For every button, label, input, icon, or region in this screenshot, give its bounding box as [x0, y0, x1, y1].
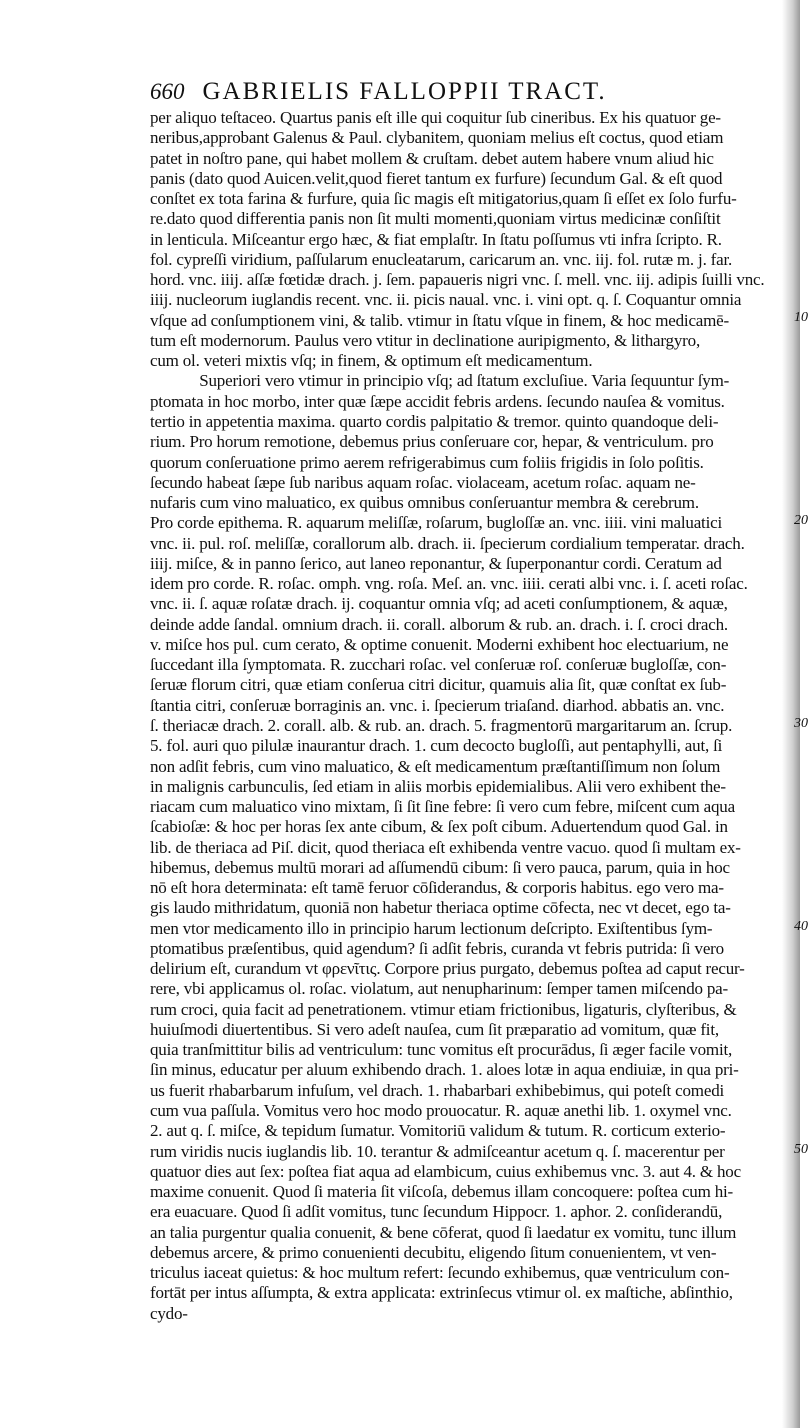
page-number: 660 [150, 79, 185, 104]
book-page [150, 78, 808, 1324]
text-line: fol. cypreſſi viridium, paſſularum enucleatarum, caricarum an. vnc. iij. fol. rutæ m. j. far. [150, 249, 733, 269]
text-line: non adſit febris, cum vino maluatico, & eſt medicamentum præſtantiſſimum non ſolum [150, 756, 721, 776]
text-line: vnc. ii. pul. roſ. meliſſæ, corallorum alb. drach. ii. ſpecierum cordialium temperatar. drach. [150, 533, 745, 553]
text-line: per aliquo teſtaceo. Quartus panis eſt ille qui coquitur ſub cineribus. Ex his quatuor ge- [150, 108, 721, 127]
text-line: an talia purgentur qualia conuenit, & bene cōferat, quod ſi laedatur ex vomitu, tunc illum [150, 1222, 737, 1242]
text-line: fortāt per intus aſſumpta, & extra applicata: extrinſecus vtimur ol. ex maſtiche, abſinthio, [150, 1283, 733, 1303]
text-line: iiij. nucleorum iuglandis recent. vnc. ii. picis naual. vnc. i. vini opt. q. ſ. Coquantur omnia [150, 290, 742, 310]
text-line: era euacuare. Quod ſi adſit vomitus, tunc ſecundum Hippocr. 1. aphor. 2. conſiderandū, [150, 1202, 723, 1222]
text-line: hibemus, debemus multū morari ad aſſumendū cibum: ſi vero pauca, parum, quia in hoc [150, 857, 730, 877]
text-line: Superiori vero vtimur in principio vſq; ad ſtatum excluſiue. Varia ſequuntur ſym- [199, 371, 730, 391]
text-line: ſin minus, educatur per aluum exhibendo drach. 1. aloes lotæ in aqua endiuiæ, in qua pri- [150, 1060, 739, 1080]
margin-line-number: 50 [794, 1142, 808, 1157]
margin-line-number: 10 [794, 310, 808, 325]
text-line: iiij. miſce, & in panno ſerico, aut laneo reponantur, & ſuperponantur cordi. Ceratum ad [150, 553, 722, 573]
text-line: ſ. theriacæ drach. 2. corall. alb. & rub. an. drach. 5. fragmentorū margaritarum an. ſcrup. [150, 715, 733, 735]
text-line: deinde adde ſandal. omnium drach. ii. corall. alborum & rub. an. drach. i. ſ. croci drach. [150, 614, 728, 634]
text-line: rium. Pro horum remotione, debemus prius conſeruare cor, hepar, & ventriculum. pro [150, 432, 714, 452]
text-line: ptomata in hoc morbo, inter quæ ſæpe accidit febris ardens. ſecundo nauſea & vomitus. [150, 391, 725, 411]
text-line: 2. aut q. ſ. miſce, & tepidum ſumatur. Vomitoriū validum & tutum. R. corticum exterio- [150, 1121, 726, 1141]
text-line: in lenticula. Miſceantur ergo hæc, & fiat emplaſtr. In ſtatu poſſumus vti infra ſcripto. R. [150, 229, 722, 249]
text-line: 5. fol. auri quo pilulæ inaurantur drach. 1. cum decocto bugloſſi, aut pentaphylli, aut, ſi [150, 736, 723, 756]
text-line: patet in noſtro pane, qui habet mollem & cruſtam. debet autem habere vnum aliud hic [150, 148, 714, 168]
text-line: Pro corde epithema. R. aquarum meliſſæ, roſarum, bugloſſæ an. vnc. iiii. vini maluatici [150, 513, 723, 533]
text-line: neribus,approbant Galenus & Paul. clybanitem, quoniam melius eſt coctus, quod etiam [150, 128, 724, 148]
text-line: men vtor medicamento illo in principio harum lectionum deſcripto. Exiſtentibus ſym- [150, 918, 713, 938]
text-line: v. miſce hos pul. cum cerato, & optime conuenit. Moderni exhibent hoc electuarium, ne [150, 634, 729, 654]
text-line: rere, vbi applicamus ol. roſac. violatum, aut nenupharinum: ſemper tamen miſcendo pa- [150, 979, 728, 999]
running-title: GABRIELIS FALLOPPII TRACT. [202, 78, 607, 105]
text-line: delirium eſt, curandum vt φρενῖτις. Corpore prius purgato, debemus poſtea ad caput recur- [150, 959, 745, 979]
text-line: maxime conuenit. Quod ſi materia ſit viſcoſa, debemus illam concoquere: poſtea cum hi- [150, 1182, 734, 1202]
text-line: hord. vnc. iiij. aſſæ fœtidæ drach. j. ſem. papaueris nigri vnc. ſ. mell. vnc. iij. adipis ſuilli vnc. [150, 270, 765, 290]
text-line: lib. de theriaca ad Piſ. dicit, quod theriaca eſt exhibenda ventre vacuo. quod ſi multam ex- [150, 837, 741, 857]
text-line: ptomatibus præſentibus, quid agendum? ſi adſit febris, curanda vt febris putrida: ſi vero [150, 938, 724, 958]
text-line: quorum conſeruatione primo aerem refrigerabimus cum foliis frigidis in ſolo poſitis. [150, 452, 704, 472]
text-line: cydo- [150, 1303, 188, 1323]
text-line: debemus arcere, & primo conuenienti decubitu, eligendo ſitum conuenientem, vt ven- [150, 1242, 717, 1262]
margin-line-number: 40 [794, 919, 808, 934]
text-line: rum croci, quia facit ad penetrationem. vtimur etiam frictionibus, ligaturis, clyſteribus, & [150, 999, 737, 1019]
text-line: ſtantia citri, conſeruæ borraginis an. vnc. i. ſpecierum triaſand. diarhod. abbatis an. vnc. [150, 695, 725, 715]
text-line: cum vua paſſula. Vomitus vero hoc modo prouocatur. R. aquæ anethi lib. 1. oxymel vnc. [150, 1101, 732, 1121]
text-line: conſtet ex tota farina & furfure, quia ſic magis eſt mitigatorius,quam ſi eſſet ex ſolo furfu- [150, 189, 737, 209]
text-line: ſecundo habeat ſæpe ſub naribus aquam roſac. violaceam, acetum roſac. aquam ne- [150, 472, 696, 492]
text-line: rum viridis nucis iuglandis lib. 10. terantur & admiſceantur acetum q. ſ. macerentur per [150, 1141, 725, 1161]
text-line: triculus iaceat quietus: & hoc multum refert: ſecundo exhibemus, quæ ventriculum con- [150, 1263, 730, 1283]
text-line: huiuſmodi diuertentibus. Si vero adeſt nauſea, cum ſit præparatio ad vomitum, quæ fit, [150, 1019, 719, 1039]
text-line: gis laudo mithridatum, quoniā non habetur theriaca optime cōfecta, nec vt decet, ego ta- [150, 898, 731, 918]
text-line: panis (dato quod Auicen.velit,quod fieret tantum ex furfure) ſecundum Gal. & eſt quod [150, 168, 723, 188]
text-line: re.dato quod differentia panis non ſit multi momenti,quoniam virtus medicinæ conſiſtit [150, 209, 721, 229]
text-line: us fuerit rhabarbarum infuſum, vel drach. 1. rhabarbari exhibebimus, qui poteſt comedi [150, 1080, 725, 1100]
margin-line-number: 20 [794, 513, 808, 528]
text-line: riacam cum maluatico vino mixtam, ſi ſit ſine febre: ſi vero cum febre, miſcent cum aqua [150, 797, 735, 817]
margin-line-number: 30 [794, 716, 808, 731]
text-line: cum ol. veteri mixtis vſq; in finem, & optimum eſt medicamentum. [150, 351, 593, 371]
text-line: vſque ad conſumptionem vini, & talib. vtimur in ſtatu vſque in finem, & hoc medicamē- [150, 310, 730, 330]
text-line: quatuor dies aut ſex: poſtea fiat aqua ad elambicum, cuius exhibemus vnc. 3. aut 4. & hoc [150, 1161, 741, 1181]
text-line: idem pro corde. R. roſac. omph. vng. roſa. Meſ. an. vnc. iiii. cerati albi vnc. i. ſ. aceti roſac. [150, 574, 748, 594]
text-line: ſeruæ florum citri, quæ etiam conſerua citri dicitur, quamuis alia ſit, quæ conſtat ex ſub- [150, 675, 727, 695]
text-line: nufaris cum vino maluatico, ex quibus omnibus conſeruantur membra & cerebrum. [150, 493, 699, 513]
body-text [150, 108, 790, 1324]
text-line: tum eſt modernorum. Paulus vero vtitur in declinatione auripigmento, & lithargyro, [150, 330, 701, 350]
text-line: vnc. ii. ſ. aquæ roſatæ drach. ij. coquantur omnia vſq; ad aceti conſumptionem, & aquæ, [150, 594, 728, 614]
text-line: tertio in appetentia maxima. quarto cordis palpitatio & tremor. quinto quandoque deli- [150, 411, 719, 431]
text-line: quia tranſmittitur bilis ad ventriculum: tunc vomitus eſt procurādus, ſi æger facile vomit, [150, 1040, 733, 1060]
page-header [150, 78, 790, 108]
text-line: ſuccedant illa ſymptomata. R. zucchari roſac. vel conſeruæ roſ. conſeruæ bugloſſæ, con- [150, 655, 727, 675]
text-line: ſcabioſæ: & hoc per horas ſex ante cibum, & ſex poſt cibum. Aduertendum quod Gal. in [150, 817, 728, 837]
text-line: nō eſt hora determinata: eſt tamē feruor cōſiderandus, & corporis habitus. ego vero ma- [150, 878, 724, 898]
text-line: in malignis carbunculis, ſed etiam in aliis morbis epidemialibus. Alii vero exhibent the- [150, 776, 726, 796]
